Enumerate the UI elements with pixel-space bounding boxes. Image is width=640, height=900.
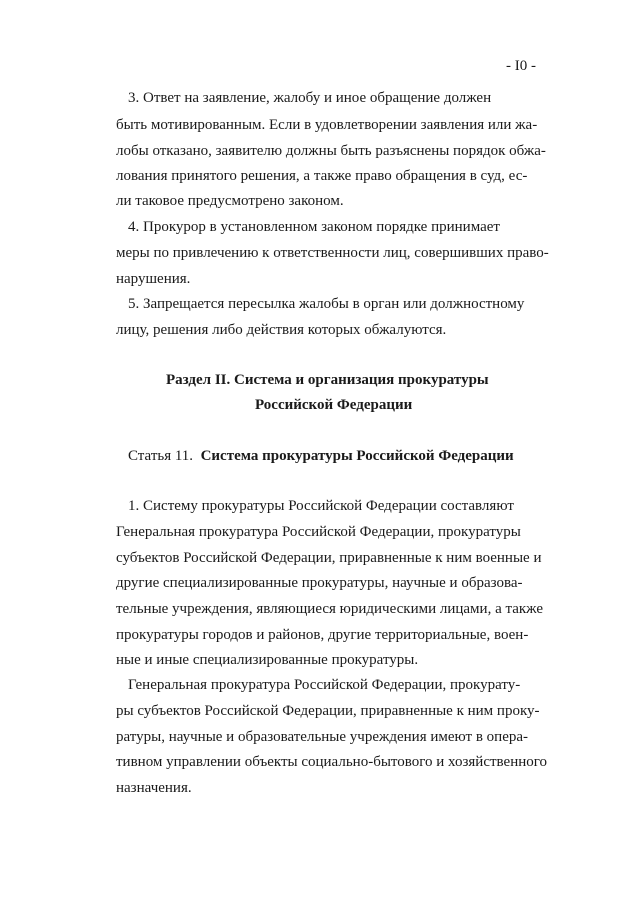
article-paragraph-1-line-5: тельные учреждения, являющиеся юридическими лицами, а также	[116, 601, 543, 617]
paragraph-3-line-3: лобы отказано, заявителю должны быть разъяснены порядок обжа-	[116, 143, 546, 159]
article-paragraph-1-line-3: субъектов Российской Федерации, приравненные к ним военные и	[116, 550, 542, 566]
article-paragraph-1-line-2: Генеральная прокуратура Российской Федерации, прокуратуры	[116, 524, 521, 540]
article-heading	[128, 446, 514, 466]
article-paragraph-2-line-3: ратуры, научные и образовательные учреждения имеют в опера-	[116, 729, 529, 745]
article-paragraph-2-line-1: Генеральная прокуратура Российской Федерации, прокурату-	[128, 677, 521, 693]
article-paragraph-1-line-6: прокуратуры городов и районов, другие территориальные, воен-	[116, 627, 529, 643]
section-heading-line-1: Раздел II. Система и организация прокуратуры	[166, 372, 489, 388]
paragraph-4-line-3: нарушения.	[116, 271, 191, 287]
article-label: Статья 11.	[128, 448, 194, 464]
article-paragraph-1-line-1: 1. Систему прокуратуры Российской Федерации составляют	[128, 498, 514, 514]
paragraph-5-line-2: лицу, решения либо действия которых обжалуются.	[116, 322, 447, 338]
article-paragraph-2-line-5: назначения.	[116, 780, 192, 796]
paragraph-3-line-2: быть мотивированным. Если в удовлетворении заявления или жа-	[116, 117, 538, 133]
paragraph-5-line-1: 5. Запрещается пересылка жалобы в орган или должностному	[128, 296, 525, 312]
paragraph-4-line-1: 4. Прокурор в установленном законом порядке принимает	[128, 219, 500, 235]
article-paragraph-1-line-7: ные и иные специализированные прокуратуры.	[116, 652, 419, 668]
paragraph-3-line-1: 3. Ответ на заявление, жалобу и иное обращение должен	[128, 90, 492, 106]
section-heading-line-2: Российской Федерации	[255, 397, 413, 413]
article-paragraph-2-line-4: тивном управлении объекты социально-бытового и хозяйственного	[116, 754, 548, 770]
article-paragraph-1-line-4: другие специализированные прокуратуры, научные и образова-	[116, 575, 523, 591]
paragraph-3-line-5: ли таковое предусмотрено законом.	[116, 193, 344, 209]
article-paragraph-2-line-2: ры субъектов Российской Федерации, приравненные к ним проку-	[116, 703, 540, 719]
article-title: Система прокуратуры Российской Федерации	[200, 448, 514, 464]
page-number: - I0 -	[506, 58, 536, 74]
paragraph-3-line-4: лования принятого решения, а также право обращения в суд, ес-	[116, 168, 528, 184]
paragraph-4-line-2: меры по привлечению к ответственности лиц, совершивших право-	[116, 245, 549, 261]
